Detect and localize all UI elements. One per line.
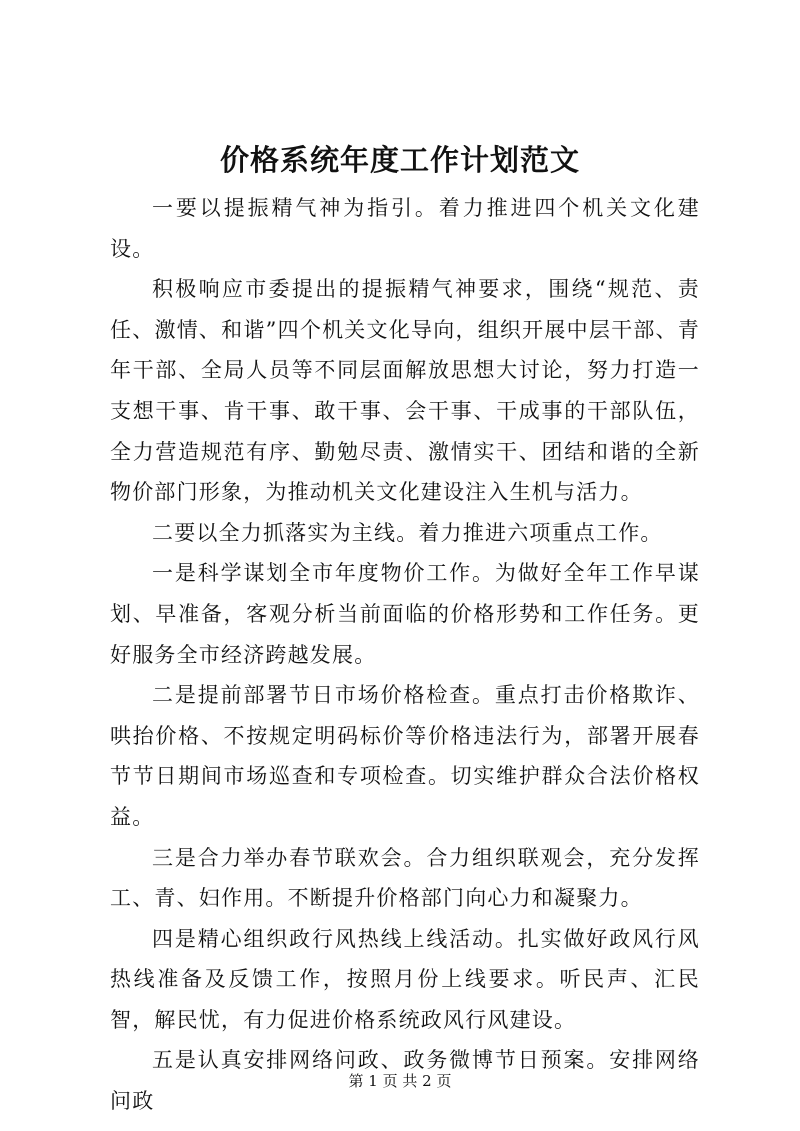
document-title: 价格系统年度工作计划范文	[219, 143, 580, 177]
paragraph-2: 积极响应市委提出的提振精气神要求，围绕“规范、责任、激情、和谐”四个机关文化导向，组织开展中层干部、青年干部、全局人员等不同层面解放思想大讨论，努力打造一支想干事、肯干事、敢干事、会干事、干成事的干部队伍，全力营造规范有序、勤勉尽责、激情实干、团结和谐的全新物价部门形象，为推动机关文化建设注入生机与活力。	[110, 277, 700, 505]
paragraph-3: 二要以全力抓落实为主线。着力推进六项重点工作。	[152, 520, 663, 545]
paragraph-4: 一是科学谋划全市年度物价工作。为做好全年工作早谋划、早准备，客观分析当前面临的价格形势和工作任务。更好服务全市经济跨越发展。	[110, 561, 700, 667]
document-body	[110, 188, 700, 1122]
paragraph-5: 二是提前部署节日市场价格检查。重点打击价格欺诈、哄抬价格、不按规定明码标价等价格违法行为，部署开展春节节日期间市场巡查和专项检查。切实维护群众合法价格权益。	[110, 683, 700, 829]
page-number-footer: 第 1 页 共 2 页	[348, 1072, 452, 1090]
paragraph-6: 三是合力举办春节联欢会。合力组织联观会，充分发挥工、青、妇作用。不断提升价格部门向心力和凝聚力。	[110, 845, 700, 911]
paragraph-8: 五是认真安排网络问政、政务微博节日预案。安排网络问政	[110, 1048, 700, 1114]
paragraph-1: 一要以提振精气神为指引。着力推进四个机关文化建设。	[110, 196, 700, 261]
paragraph-7: 四是精心组织政行风热线上线活动。扎实做好政风行风热线准备及反馈工作，按照月份上线要求。听民声、汇民智，解民忧，有力促进价格系统政风行风建设。	[110, 926, 700, 1032]
